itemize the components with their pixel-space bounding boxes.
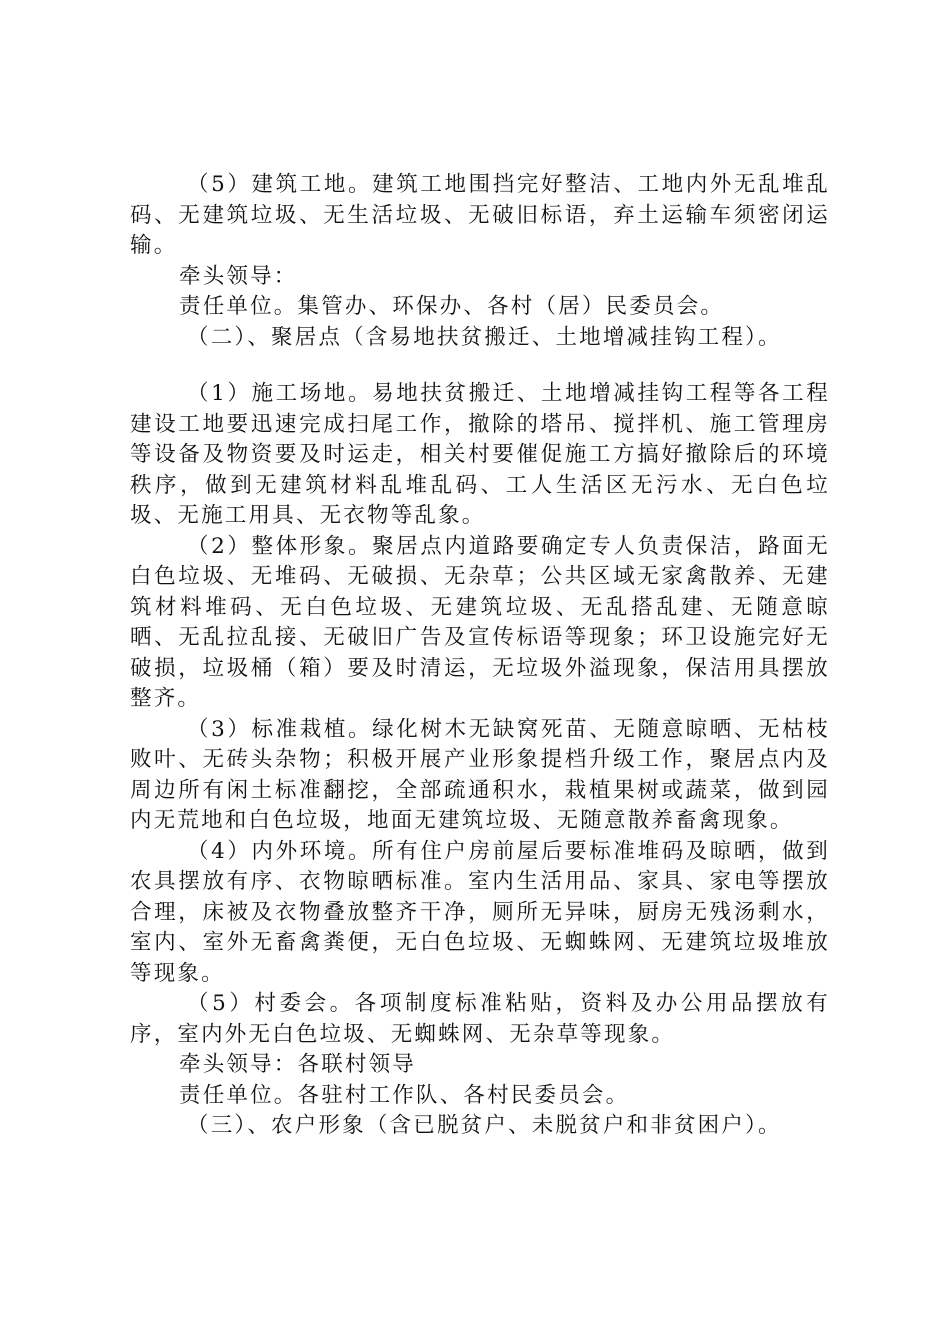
paragraph-construction-area: （1）施工场地。易地扶贫搬迁、土地增减挂钩工程等各工程建设工地要迅速完成扫尾工作，撤除的塔吊、搅拌机、施工管理房等设备及物资要及时运走，相关村要催促施工方搞好撤除后的环境秩序，做到无建筑材料乱堆乱码、工人生活区无污水、无白色垃圾、无施工用具、无衣物等乱象。	[130, 381, 830, 528]
paragraph-overall-image: （2）整体形象。聚居点内道路要确定专人负责保洁，路面无白色垃圾、无堆码、无破损、无杂草；公共区域无家禽散养、无建筑材料堆码、无白色垃圾、无建筑垃圾、无乱搭乱建、无随意晾晒、无乱拉乱接、无破旧广告及宣传标语等现象；环卫设施完好无破损，垃圾桶（箱）要及时清运，无垃圾外溢现象，保洁用具摆放整齐。	[130, 533, 830, 711]
section-heading-settlement: （二）、聚居点（含易地扶贫搬迁、土地增减挂钩工程）。	[187, 324, 782, 350]
paragraph-responsible-unit: 责任单位。集管办、环保办、各村（居）民委员会。	[179, 294, 725, 319]
paragraph-lead-leader: 牵头领导：	[179, 263, 298, 289]
paragraph-standard-planting: （3）标准栽植。绿化树木无缺窝死苗、无随意晾晒、无枯枝败叶、无砖头杂物；积极开展产业形象提档升级工作，聚居点内及周边所有闲土标准翻挖，全部疏通积水，栽植果树或蔬菜，做到园内无荒地和白色垃圾，地面无建筑垃圾、无随意散养畜禽现象。	[130, 716, 830, 833]
document-page	[130, 170, 830, 1142]
paragraph-construction-site: （5）建筑工地。建筑工地围挡完好整洁、工地内外无乱堆乱码、无建筑垃圾、无生活垃圾、无破旧标语，弃土运输车须密闭运输。	[130, 172, 830, 258]
paragraph-responsible-unit-2: 责任单位。各驻村工作队、各村民委员会。	[179, 1082, 630, 1108]
paragraph-gap	[130, 353, 830, 379]
paragraph-lead-leader-2: 牵头领导：各联村领导	[179, 1052, 417, 1077]
section-heading-household: （三）、农户形象（含已脱贫户、未脱贫户和非贫困户）。	[187, 1113, 782, 1138]
paragraph-inner-outer-environment: （4）内外环境。所有住户房前屋后要标准堆码及晾晒，做到农具摆放有序、衣物晾晒标准。室内生活用品、家具、家电等摆放合理，床被及衣物叠放整齐干净，厕所无异味，厨房无残汤剩水，室内、室外无畜禽粪便，无白色垃圾、无蜘蛛网、无建筑垃圾堆放等现象。	[130, 838, 830, 986]
paragraph-village-committee: （5）村委会。各项制度标准粘贴，资料及办公用品摆放有序，室内外无白色垃圾、无蜘蛛网、无杂草等现象。	[130, 991, 830, 1047]
